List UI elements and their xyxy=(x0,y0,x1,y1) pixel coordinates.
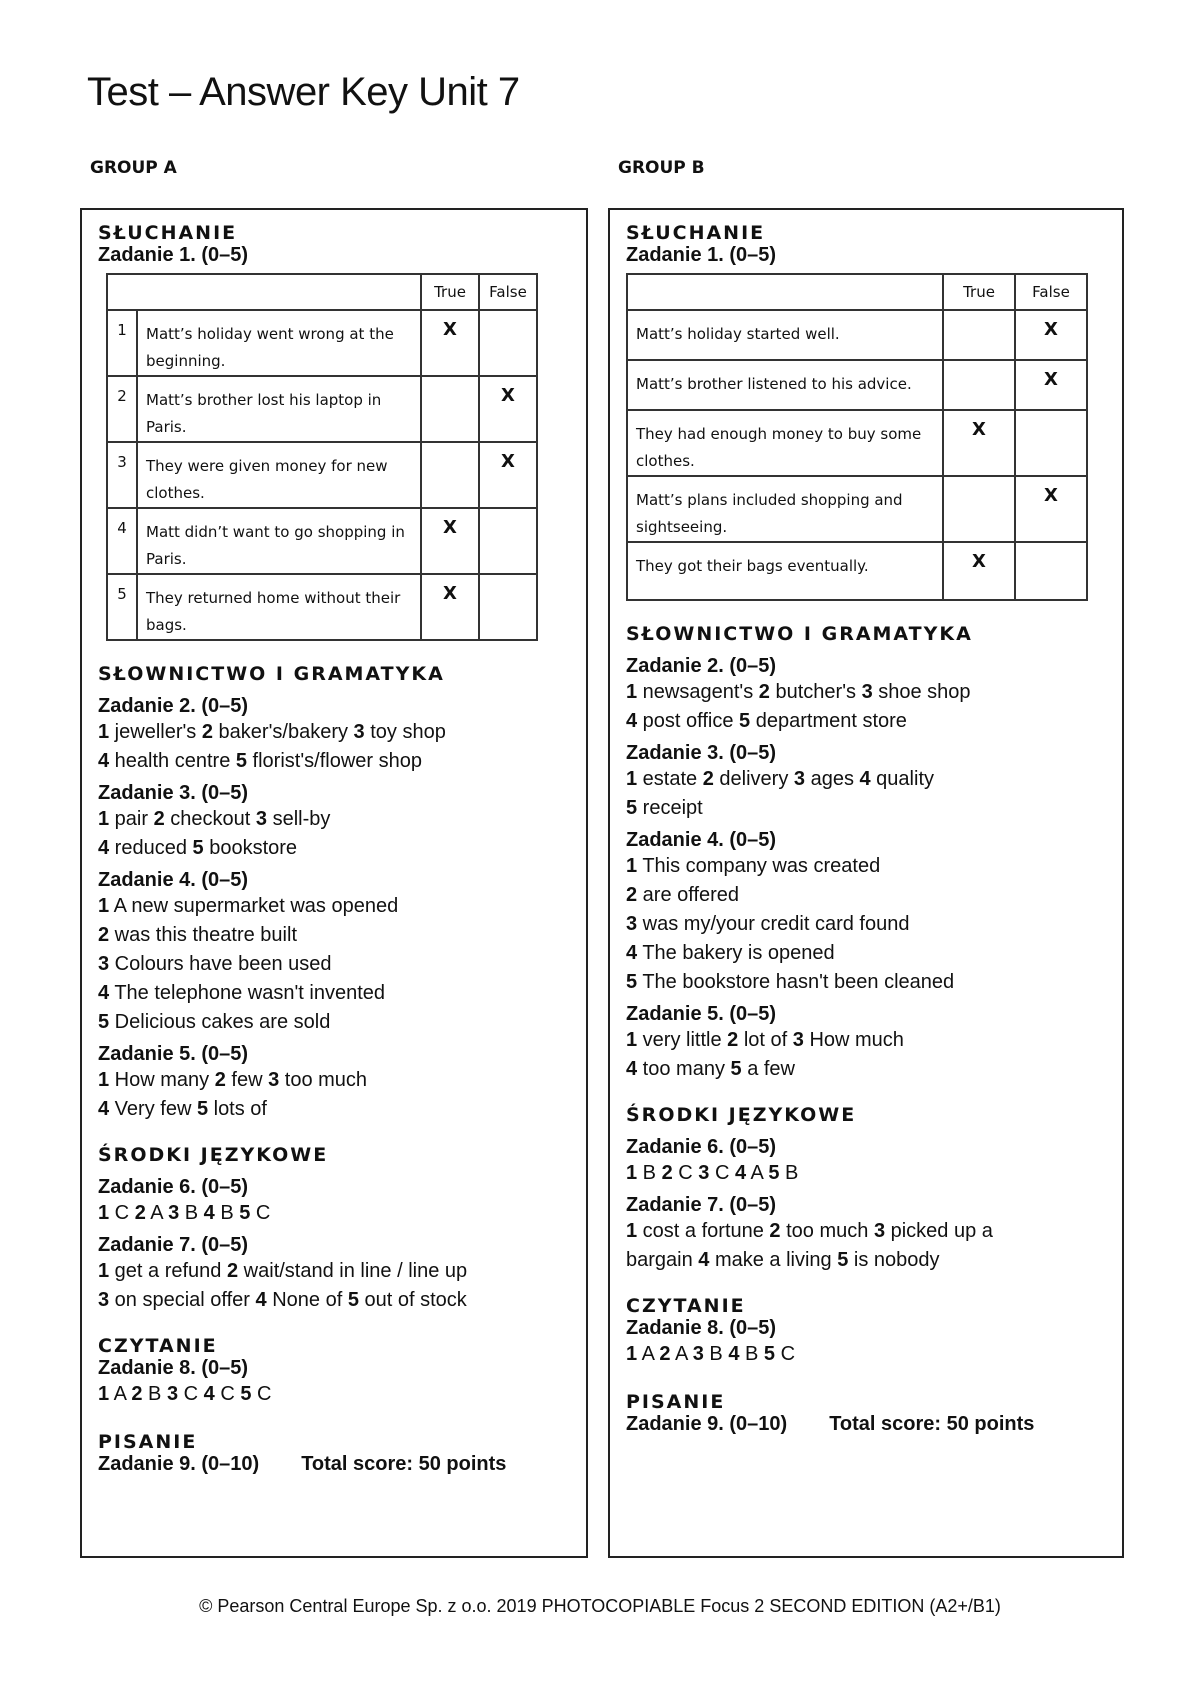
answer-text: C xyxy=(775,1343,796,1365)
answer-number: 2 xyxy=(702,768,714,790)
answer-text: checkout xyxy=(164,808,256,830)
answer-line xyxy=(98,1199,576,1228)
task-heading: Zadanie 5. (0–5) xyxy=(98,1043,249,1065)
answer-text: estate xyxy=(637,768,703,790)
answer-text: shoe shop xyxy=(872,681,971,703)
answer-text: baker's/bakery xyxy=(212,721,354,743)
row-number: 1 xyxy=(107,310,137,376)
answer-text: pair xyxy=(109,808,154,830)
answer-number: 1 xyxy=(98,1260,110,1282)
answer-text: How much xyxy=(803,1029,904,1051)
true-false-table xyxy=(626,273,1088,601)
answer-text: The telephone wasn't invented xyxy=(109,982,385,1004)
answer-line xyxy=(98,892,576,921)
answer-line xyxy=(98,950,576,979)
task-heading: Zadanie 6. (0–5) xyxy=(98,1176,249,1198)
answer-text: None of xyxy=(266,1289,348,1311)
answer-number: 5 xyxy=(240,1383,252,1405)
answer-text: receipt xyxy=(637,797,703,819)
answer-number: 2 xyxy=(227,1260,239,1282)
task-heading: Zadanie 4. (0–5) xyxy=(98,869,249,891)
answer-number: 3 xyxy=(792,1029,804,1051)
answer-line xyxy=(98,1095,576,1124)
answer-number: 1 xyxy=(626,768,638,790)
answer-text: is nobody xyxy=(848,1249,940,1271)
row-number: 2 xyxy=(107,376,137,442)
answer-text: bookstore xyxy=(203,837,298,859)
group-b-content xyxy=(626,222,1112,1436)
true-mark xyxy=(421,376,479,442)
answer-text: out of stock xyxy=(358,1289,467,1311)
answer-text: B xyxy=(703,1343,729,1365)
answer-number: 3 xyxy=(873,1220,886,1242)
answer-number: 3 xyxy=(255,808,268,830)
answer-number: 4 xyxy=(98,837,110,859)
answer-text: wait/stand in line / line up xyxy=(238,1260,468,1282)
statement: They had enough money to buy some clothes. xyxy=(627,410,943,476)
table-row xyxy=(627,360,1087,410)
answer-line xyxy=(626,1246,1112,1275)
answer-text: Very few xyxy=(109,1098,197,1120)
false-mark: X xyxy=(1015,476,1087,542)
answer-text: C xyxy=(251,1383,272,1405)
answer-number: 4 xyxy=(626,942,638,964)
false-mark xyxy=(479,310,537,376)
answer-text: ages xyxy=(805,768,860,790)
answer-line xyxy=(626,1026,1112,1055)
answer-line xyxy=(98,1066,576,1095)
statement: Matt’s plans included shopping and sightseeing. xyxy=(627,476,943,542)
answer-text: lot of xyxy=(738,1029,793,1051)
answer-text: How many xyxy=(109,1069,215,1091)
answer-line xyxy=(626,707,1112,736)
answer-number: 3 xyxy=(692,1343,704,1365)
table-row xyxy=(627,476,1087,542)
answer-number: 5 xyxy=(837,1249,849,1271)
answer-number: 2 xyxy=(131,1383,143,1405)
task-heading: Zadanie 1. (0–5) xyxy=(98,244,249,266)
total-score: Total score: 50 points xyxy=(301,1453,507,1475)
answer-text: A xyxy=(746,1162,769,1184)
answer-line xyxy=(98,1380,576,1409)
section-listening: SŁUCHANIE xyxy=(98,222,238,244)
answer-text: get a refund xyxy=(109,1260,227,1282)
section-reading: CZYTANIE xyxy=(98,1335,218,1357)
answer-line xyxy=(626,1340,1112,1369)
answer-text: was this theatre built xyxy=(109,924,297,946)
answer-number: 3 xyxy=(98,953,110,975)
answer-text: B xyxy=(637,1162,662,1184)
answer-text: toy shop xyxy=(364,721,446,743)
section-language: ŚRODKI JĘZYKOWE xyxy=(626,1104,857,1126)
task-heading: Zadanie 1. (0–5) xyxy=(626,244,777,266)
answer-number: 4 xyxy=(626,710,638,732)
table-header-false: False xyxy=(1015,274,1087,310)
statement: Matt’s holiday started well. xyxy=(627,310,943,360)
answer-number: 4 xyxy=(203,1202,215,1224)
answer-text: C xyxy=(214,1383,241,1405)
answer-number: 1 xyxy=(626,855,638,877)
row-number: 3 xyxy=(107,442,137,508)
answer-text: was my/your credit card found xyxy=(637,913,910,935)
answer-text: post office xyxy=(637,710,740,732)
answer-text: A new supermarket was opened xyxy=(109,895,399,917)
section-listening: SŁUCHANIE xyxy=(626,222,766,244)
task-heading: Zadanie 2. (0–5) xyxy=(98,695,249,717)
answer-number: 4 xyxy=(255,1289,267,1311)
answer-line xyxy=(626,939,1112,968)
answer-number: 1 xyxy=(626,1343,638,1365)
section-writing: PISANIE xyxy=(98,1431,198,1453)
true-mark: X xyxy=(943,542,1015,600)
table-header-true: True xyxy=(421,274,479,310)
answer-text: B xyxy=(779,1162,799,1184)
task-heading: Zadanie 9. (0–10) xyxy=(626,1413,788,1435)
group-a-label: GROUP A xyxy=(90,158,177,178)
answer-number: 2 xyxy=(134,1202,146,1224)
group-a-panel xyxy=(80,208,588,1558)
answer-number: 1 xyxy=(98,721,110,743)
statement: They got their bags eventually. xyxy=(627,542,943,600)
answer-text: delivery xyxy=(713,768,794,790)
row-number: 5 xyxy=(107,574,137,640)
answer-number: 4 xyxy=(98,982,110,1004)
answer-number: 4 xyxy=(626,1058,638,1080)
answer-number: 2 xyxy=(769,1220,781,1242)
answer-line xyxy=(98,747,576,776)
false-mark xyxy=(1015,542,1087,600)
answer-text: C xyxy=(178,1383,204,1405)
answer-text: A xyxy=(670,1343,693,1365)
answer-number: 1 xyxy=(98,1202,110,1224)
section-language: ŚRODKI JĘZYKOWE xyxy=(98,1144,329,1166)
answer-text: B xyxy=(179,1202,204,1224)
true-mark: X xyxy=(421,508,479,574)
table-header-false: False xyxy=(479,274,537,310)
answer-line xyxy=(98,1008,576,1037)
answer-text: A xyxy=(637,1343,660,1365)
answer-number: 2 xyxy=(626,884,638,906)
task-heading: Zadanie 8. (0–5) xyxy=(626,1317,777,1339)
answer-number: 2 xyxy=(98,924,110,946)
false-mark xyxy=(479,574,537,640)
answer-line xyxy=(626,881,1112,910)
answer-number: 5 xyxy=(235,750,247,772)
table-header-blank xyxy=(627,274,943,310)
true-false-table xyxy=(106,273,538,641)
answer-number: 3 xyxy=(168,1202,180,1224)
answer-text: too many xyxy=(637,1058,731,1080)
task-heading: Zadanie 3. (0–5) xyxy=(98,782,249,804)
answer-number: 3 xyxy=(793,768,806,790)
total-score: Total score: 50 points xyxy=(829,1413,1035,1435)
statement: They returned home without their bags. xyxy=(137,574,421,640)
task-heading: Zadanie 6. (0–5) xyxy=(626,1136,777,1158)
answer-line xyxy=(98,805,576,834)
section-vocabulary-grammar: SŁOWNICTWO I GRAMATYKA xyxy=(626,623,973,645)
group-b-panel xyxy=(608,208,1124,1558)
answer-line xyxy=(626,1055,1112,1084)
answer-number: 5 xyxy=(196,1098,209,1120)
task-heading: Zadanie 2. (0–5) xyxy=(626,655,777,677)
answer-number: 3 xyxy=(698,1162,710,1184)
answer-number: 1 xyxy=(626,1162,638,1184)
answer-text: sell-by xyxy=(267,808,331,830)
answer-text: department store xyxy=(750,710,907,732)
answer-text: health centre xyxy=(109,750,236,772)
false-mark: X xyxy=(1015,360,1087,410)
answer-number: 4 xyxy=(98,750,110,772)
answer-text: reduced xyxy=(109,837,193,859)
answer-number: 3 xyxy=(166,1383,179,1405)
answer-number: 5 xyxy=(730,1058,742,1080)
answer-number: 1 xyxy=(98,1383,110,1405)
answer-number: 3 xyxy=(268,1069,280,1091)
table-row xyxy=(107,442,537,508)
answer-number: 2 xyxy=(153,808,165,830)
answer-text: on special offer xyxy=(109,1289,256,1311)
true-mark xyxy=(943,476,1015,542)
answer-number: 3 xyxy=(626,913,638,935)
answer-line xyxy=(626,852,1112,881)
table-row xyxy=(627,542,1087,600)
answer-line xyxy=(626,910,1112,939)
answer-text: A xyxy=(109,1383,132,1405)
task-heading: Zadanie 4. (0–5) xyxy=(626,829,777,851)
answer-text: B xyxy=(739,1343,764,1365)
answer-number: 1 xyxy=(98,808,110,830)
answer-number: 5 xyxy=(763,1343,776,1365)
section-writing: PISANIE xyxy=(626,1391,726,1413)
page-title: Test – Answer Key Unit 7 xyxy=(87,70,520,114)
answer-text: C xyxy=(250,1202,271,1224)
task-heading: Zadanie 7. (0–5) xyxy=(626,1194,777,1216)
answer-line xyxy=(98,921,576,950)
answer-text: C xyxy=(709,1162,735,1184)
answer-text: B xyxy=(214,1202,240,1224)
task-heading: Zadanie 7. (0–5) xyxy=(98,1234,249,1256)
answer-number: 1 xyxy=(626,1220,638,1242)
answer-number: 4 xyxy=(734,1162,747,1184)
false-mark xyxy=(479,508,537,574)
answer-number: 2 xyxy=(201,721,213,743)
answer-line xyxy=(626,765,1112,794)
answer-number: 1 xyxy=(98,895,110,917)
answer-number: 1 xyxy=(626,681,638,703)
answer-number: 3 xyxy=(353,721,365,743)
statement: Matt didn’t want to go shopping in Paris. xyxy=(137,508,421,574)
answer-text: B xyxy=(142,1383,167,1405)
table-header-true: True xyxy=(943,274,1015,310)
answer-line xyxy=(98,834,576,863)
true-mark xyxy=(421,442,479,508)
true-mark: X xyxy=(943,410,1015,476)
answer-line xyxy=(626,1217,1112,1246)
answer-text: butcher's xyxy=(769,681,862,703)
true-mark xyxy=(943,310,1015,360)
table-row xyxy=(107,310,537,376)
answer-number: 2 xyxy=(727,1029,739,1051)
answer-number: 2 xyxy=(758,681,770,703)
answer-number: 4 xyxy=(98,1098,110,1120)
answer-number: 4 xyxy=(203,1383,215,1405)
table-row xyxy=(107,508,537,574)
answer-text: too much xyxy=(780,1220,874,1242)
false-mark: X xyxy=(479,376,537,442)
answer-number: 4 xyxy=(698,1249,710,1271)
answer-number: 1 xyxy=(98,1069,110,1091)
answer-text: a few xyxy=(741,1058,795,1080)
answer-number: 5 xyxy=(347,1289,359,1311)
answer-text: newsagent's xyxy=(637,681,759,703)
answer-number: 5 xyxy=(98,1011,110,1033)
true-mark: X xyxy=(421,310,479,376)
answer-text: lots of xyxy=(208,1098,267,1120)
answer-text: C xyxy=(109,1202,135,1224)
answer-text: Colours have been used xyxy=(109,953,332,975)
answer-text: few xyxy=(225,1069,269,1091)
table-row xyxy=(627,410,1087,476)
false-mark: X xyxy=(1015,310,1087,360)
false-mark xyxy=(1015,410,1087,476)
table-row xyxy=(107,376,537,442)
answer-text: A xyxy=(145,1202,169,1224)
answer-text: The bakery is opened xyxy=(637,942,835,964)
answer-text: very little xyxy=(637,1029,728,1051)
answer-number: 5 xyxy=(626,971,638,993)
answer-line xyxy=(626,1159,1112,1188)
answer-line xyxy=(98,718,576,747)
answer-text: make a living xyxy=(709,1249,838,1271)
table-row xyxy=(627,310,1087,360)
page-footer: © Pearson Central Europe Sp. z o.o. 2019 PHOTOCOPIABLE Focus 2 SECOND EDITION (A2+/B1) xyxy=(199,1596,1001,1616)
group-a-content xyxy=(98,222,576,1476)
answer-line xyxy=(626,794,1112,823)
statement: Matt’s brother listened to his advice. xyxy=(627,360,943,410)
false-mark: X xyxy=(479,442,537,508)
answer-number: 5 xyxy=(626,797,638,819)
answer-line xyxy=(98,979,576,1008)
writing-row xyxy=(626,1413,1112,1436)
task-heading: Zadanie 9. (0–10) xyxy=(98,1453,260,1475)
answer-text: This company was created xyxy=(637,855,881,877)
answer-text: C xyxy=(672,1162,699,1184)
writing-row xyxy=(98,1453,576,1476)
answer-number: 3 xyxy=(98,1289,110,1311)
answer-number: 5 xyxy=(239,1202,251,1224)
statement: They were given money for new clothes. xyxy=(137,442,421,508)
answer-line xyxy=(98,1286,576,1315)
row-number: 4 xyxy=(107,508,137,574)
task-heading: Zadanie 8. (0–5) xyxy=(98,1357,249,1379)
task-heading: Zadanie 3. (0–5) xyxy=(626,742,777,764)
answer-number: 5 xyxy=(768,1162,780,1184)
group-b-label: GROUP B xyxy=(618,158,705,178)
answer-number: 2 xyxy=(214,1069,226,1091)
answer-text: Delicious cakes are sold xyxy=(109,1011,331,1033)
answer-text: are offered xyxy=(637,884,740,906)
answer-text: florist's/flower shop xyxy=(247,750,422,772)
answer-number: 4 xyxy=(728,1343,740,1365)
answer-line xyxy=(626,968,1112,997)
answer-number: 1 xyxy=(626,1029,638,1051)
section-reading: CZYTANIE xyxy=(626,1295,746,1317)
answer-text: cost a fortune xyxy=(637,1220,770,1242)
answer-text: The bookstore hasn't been cleaned xyxy=(637,971,955,993)
section-vocabulary-grammar: SŁOWNICTWO I GRAMATYKA xyxy=(98,663,445,685)
answer-line xyxy=(626,678,1112,707)
table-header-blank xyxy=(107,274,421,310)
answer-number: 2 xyxy=(659,1343,671,1365)
answer-text: jeweller's xyxy=(109,721,202,743)
answer-number: 4 xyxy=(859,768,871,790)
statement: Matt’s brother lost his laptop in Paris. xyxy=(137,376,421,442)
true-mark xyxy=(943,360,1015,410)
answer-line xyxy=(98,1257,576,1286)
table-row xyxy=(107,574,537,640)
answer-number: 3 xyxy=(861,681,873,703)
answer-text: too much xyxy=(279,1069,368,1091)
answer-number: 5 xyxy=(192,837,204,859)
answer-number: 2 xyxy=(661,1162,673,1184)
task-heading: Zadanie 5. (0–5) xyxy=(626,1003,777,1025)
true-mark: X xyxy=(421,574,479,640)
answer-number: 5 xyxy=(739,710,751,732)
statement: Matt’s holiday went wrong at the beginning. xyxy=(137,310,421,376)
answer-text: quality xyxy=(870,768,934,790)
answer-text: picked up a xyxy=(885,1220,993,1242)
answer-text: bargain xyxy=(626,1249,699,1271)
